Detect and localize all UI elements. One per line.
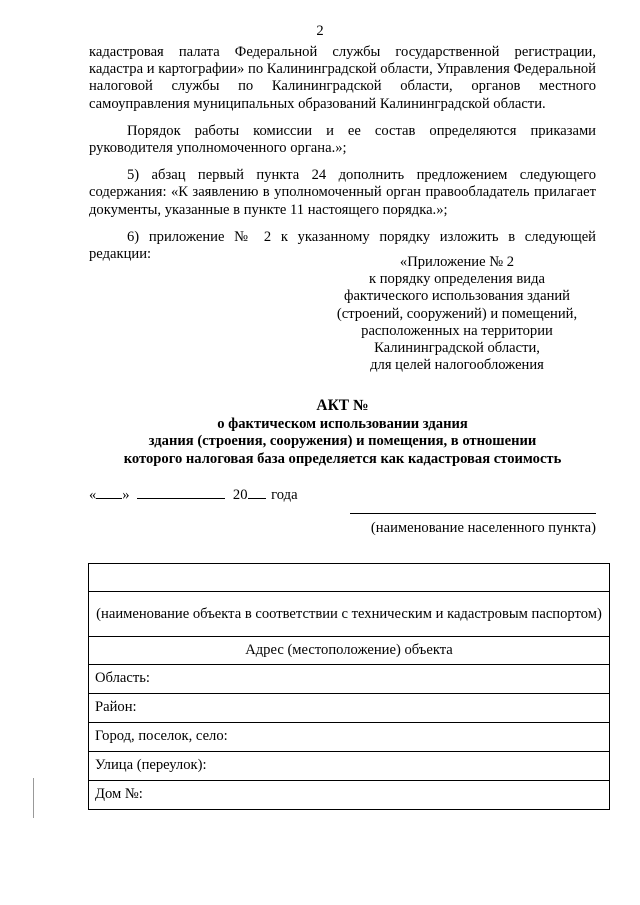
- year-prefix: 20: [232, 487, 248, 503]
- field-region[interactable]: Область:: [89, 665, 610, 694]
- act-heading: [89, 397, 596, 468]
- table-row: [89, 723, 610, 752]
- appendix-line: Калининградской области,: [374, 340, 540, 357]
- appendix-line: фактического использования зданий: [344, 288, 570, 305]
- act-subtitle-line: здания (строения, сооружения) и помещения, в отношении: [148, 433, 537, 450]
- appendix-line: расположенных на территории: [361, 322, 553, 339]
- act-title: АКТ №: [316, 397, 369, 414]
- day-blank: [96, 484, 122, 499]
- date-close-quote: »: [122, 487, 130, 503]
- locality-caption: (наименование населенного пункта): [370, 520, 596, 536]
- field-district[interactable]: Район:: [89, 694, 610, 723]
- paragraph-item-6: 6) приложение № 2 к указанному порядку изложить в следующей редакции:: [89, 228, 596, 263]
- appendix-reference: [318, 254, 596, 374]
- table-row: [89, 781, 610, 810]
- year-blank: [248, 484, 266, 499]
- object-name-cell[interactable]: [89, 564, 610, 592]
- table-row: [89, 665, 610, 694]
- month-blank: [137, 484, 225, 499]
- object-table: [88, 563, 610, 810]
- paragraph-commission-procedure: Порядок работы комиссии и ее состав определяются приказами руководителя уполномоченного органа.»;: [89, 122, 596, 157]
- address-header: Адрес (местоположение) объекта: [89, 637, 610, 665]
- appendix-line: для целей налогообложения: [370, 357, 544, 374]
- year-suffix: года: [271, 487, 298, 503]
- object-name-caption: (наименование объекта в соответствии с техническим и кадастровым паспортом): [89, 592, 610, 637]
- appendix-line: «Приложение № 2: [399, 254, 515, 270]
- field-house[interactable]: Дом №:: [89, 781, 610, 810]
- act-subtitle-line: о фактическом использовании здания: [217, 416, 468, 433]
- address-header-row: [89, 637, 610, 665]
- appendix-line: (строений, сооружений) и помещений,: [336, 305, 578, 322]
- appendix-line: к порядку определения вида: [368, 271, 546, 288]
- table-row: [89, 752, 610, 781]
- object-name-row: [89, 564, 610, 592]
- paragraph-commission-members: кадастровая палата Федеральной службы государственной регистрации, кадастра и картографии» по Калининградской области, Управления Федеральной налоговой службы по Калининградской области, органов местного самоуправления муниципальных образований Калининградской области.: [89, 44, 596, 112]
- field-street[interactable]: Улица (переулок):: [89, 752, 610, 781]
- paragraph-item-5: 5) абзац первый пункта 24 дополнить предложением следующего содержания: «К заявлению в уполномоченный орган правообладатель прилагает документы, указанные в пункте 11 настоящего порядка.»;: [89, 167, 596, 218]
- act-subtitle-line: которого налоговая база определяется как кадастровая стоимость: [123, 450, 562, 467]
- body-text: [89, 44, 596, 263]
- table-row: [89, 694, 610, 723]
- locality-blank-line: [350, 513, 596, 514]
- scan-margin-mark: [33, 778, 34, 818]
- locality-block: [344, 513, 596, 537]
- page-number: 2: [316, 23, 324, 39]
- field-city[interactable]: Город, поселок, село:: [89, 723, 610, 752]
- object-name-caption-row: [89, 592, 610, 637]
- date-open-quote: «: [89, 487, 97, 503]
- date-line: [89, 484, 298, 504]
